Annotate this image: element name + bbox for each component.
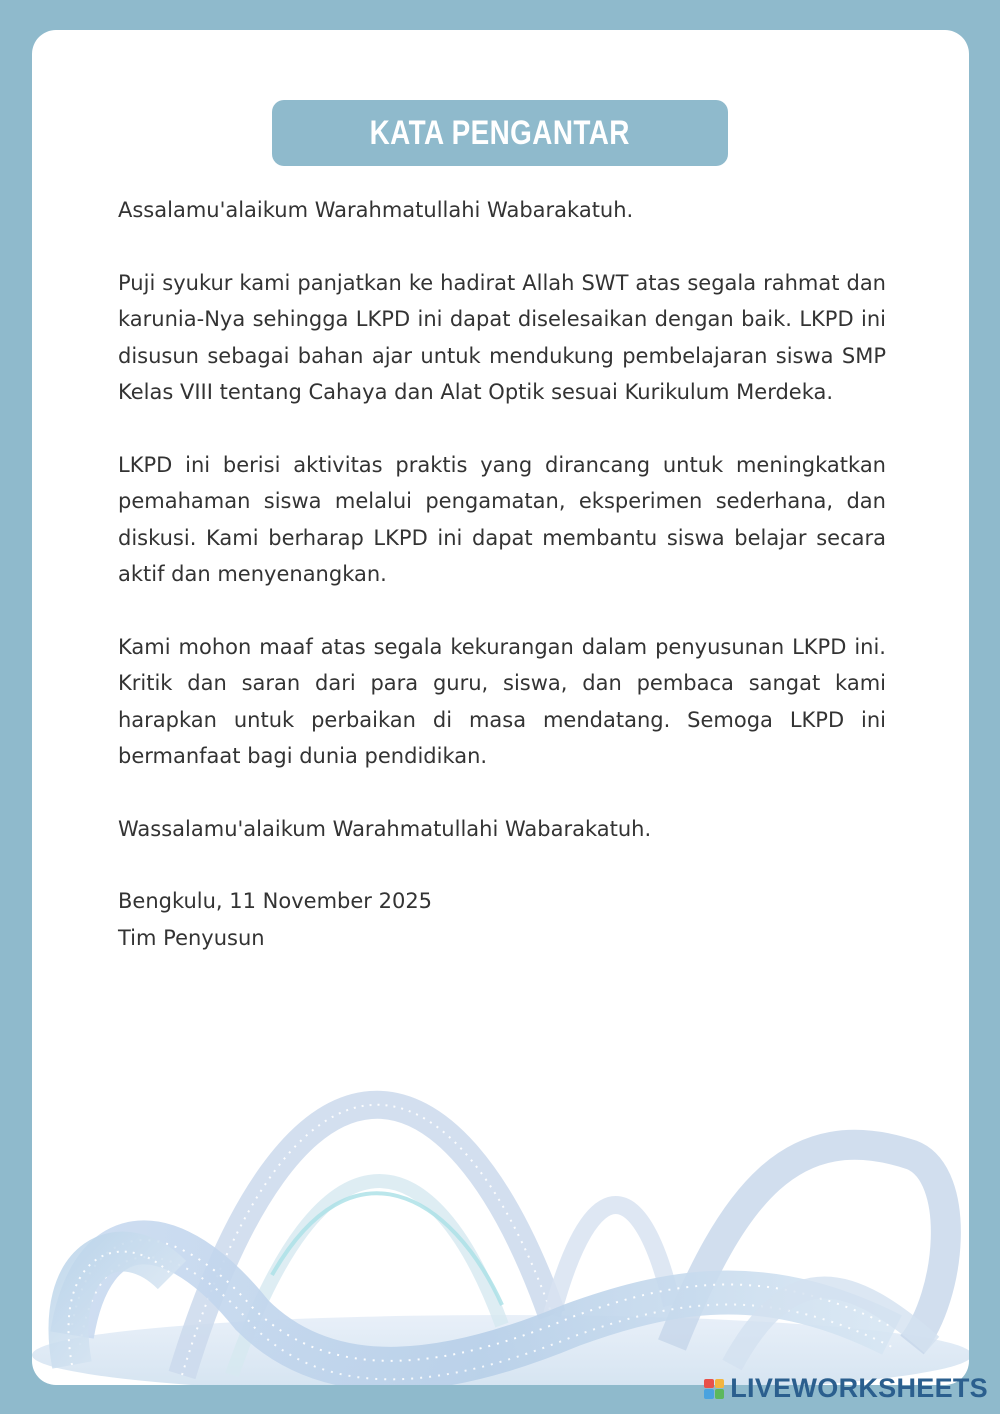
foreword-content [118,192,886,957]
liveworksheets-logo-icon [704,1379,724,1399]
place-date: Bengkulu, 11 November 2025 [118,889,433,913]
page-title: KATA PENGANTAR [369,113,631,152]
liveworksheets-brand [704,1373,988,1404]
author: Tim Penyusun [118,926,265,950]
paragraph-2: LKPD ini berisi aktivitas praktis yang dirancang untuk meningkatkan pemahaman siswa melalui pengamatan, eksperimen sederhana, dan diskusi. Kami berharap LKPD ini dapat membantu siswa belajar secara aktif dan menyenangkan. [118,452,886,586]
opening-greeting: Assalamu'alaikum Warahmatullahi Wabarakatuh. [118,198,634,222]
brand-name: LIVEWORKSHEETS [730,1373,988,1403]
closing-greeting: Wassalamu'alaikum Warahmatullahi Wabarakatuh. [118,816,652,841]
title-banner [272,100,728,166]
paragraph-3: Kami mohon maaf atas segala kekurangan dalam penyusunan LKPD ini. Kritik dan saran dari para guru, siswa, dan pembaca sangat kami harapkan untuk perbaikan di masa mendatang. Semoga LKPD ini bermanfaat bagi dunia pendidikan. [118,634,886,768]
paragraph-1: Puji syukur kami panjatkan ke hadirat Allah SWT atas segala rahmat dan karunia-Nya sehingga LKPD ini dapat diselesaikan dengan baik. LKPD ini disusun sebagai bahan ajar untuk mendukung pembelajaran siswa SMP Kelas VIII tentang Cahaya dan Alat Optik sesuai Kurikulum Merdeka. [118,270,886,404]
worksheet-page [32,30,969,1385]
wave-decoration [32,1075,969,1385]
